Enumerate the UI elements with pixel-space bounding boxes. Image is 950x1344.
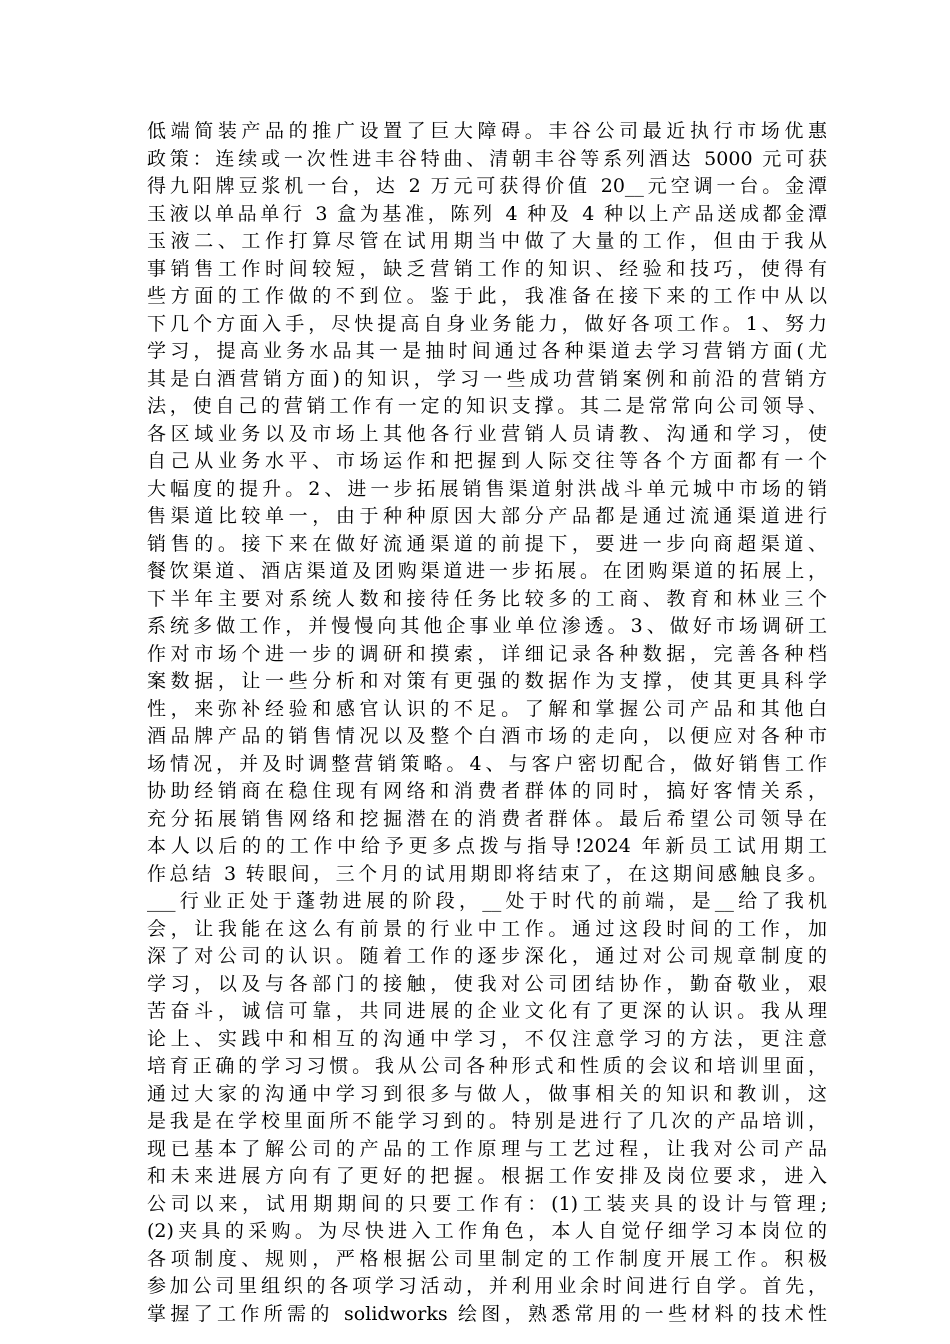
- text-line: 掌握了工作所需的 solidworks 绘图，熟悉常用的一些材料的技术性: [147, 1302, 827, 1325]
- text-line: 和未来进展方向有了更好的把握。根据工作安排及岗位要求，进入: [147, 1165, 827, 1187]
- text-line: 法，使自己的营销工作有一定的知识支撑。其二是常常向公司领导、: [147, 395, 827, 417]
- text-line: 售渠道比较单一，由于种种原因大部分产品都是通过流通渠道进行: [147, 505, 827, 527]
- text-line: 公司以来，试用期期间的只要工作有：(1)工装夹具的设计与管理;: [147, 1192, 827, 1215]
- text-line: 会，让我能在这么有前景的行业中工作。通过这段时间的工作，加: [147, 917, 827, 940]
- text-line: (2)夹具的采购。为尽快进入工作角色，本人自觉仔细学习本岗位的: [147, 1220, 827, 1242]
- text-line: 作总结 3 转眼间，三个月的试用期即将结束了，在这期间感触良多。: [147, 862, 827, 885]
- text-line: 其是白酒营销方面)的知识，学习一些成功营销案例和前沿的营销方: [147, 367, 827, 390]
- text-line: 低端简装产品的推广设置了巨大障碍。丰谷公司最近执行市场优惠: [147, 120, 827, 142]
- text-line: 些方面的工作做的不到位。鉴于此，我准备在接下来的工作中从以: [147, 285, 827, 307]
- text-line: 事销售工作时间较短，缺乏营销工作的知识、经验和技巧，使得有: [147, 257, 827, 280]
- body-text: [147, 118, 827, 1328]
- text-line: 玉液以单品单行 3 盒为基准，陈列 4 种及 4 种以上产品送成都金潭: [147, 202, 827, 225]
- text-line: 各项制度、规则，严格根据公司里制定的工作制度开展工作。积极: [147, 1247, 827, 1270]
- text-line: 苦奋斗，诚信可靠，共同进展的企业文化有了更深的认识。我从理: [147, 1000, 827, 1022]
- text-line: 政策：连续或一次性进丰谷特曲、清朝丰谷等系列酒达 5000 元可获: [147, 147, 827, 170]
- text-line: 餐饮渠道、酒店渠道及团购渠道进一步拓展。在团购渠道的拓展上，: [147, 560, 827, 582]
- text-line: 酒品牌产品的销售情况以及整个白酒市场的走向，以便应对各种市: [147, 725, 827, 747]
- text-line: 充分拓展销售网络和挖掘潜在的消费者群体。最后希望公司领导在: [147, 807, 827, 830]
- text-line: 场情况，并及时调整营销策略。4、与客户密切配合，做好销售工作: [147, 752, 827, 775]
- text-line: 深了对公司的认识。随着工作的逐步深化，通过对公司规章制度的: [147, 945, 827, 967]
- text-line: 本人以后的的工作中给予更多点拨与指导!2024 年新员工试用期工: [147, 835, 827, 857]
- text-line: 得九阳牌豆浆机一台，达 2 万元可获得价值 20__元空调一台。金潭: [147, 175, 827, 197]
- text-line: 自己从业务水平、市场运作和把握到人际交往等各个方面都有一个: [147, 450, 827, 472]
- text-line: 协助经销商在稳住现有网络和消费者群体的同时，搞好客情关系，: [147, 780, 827, 802]
- text-line: 性，来弥补经验和感官认识的不足。了解和掌握公司产品和其他白: [147, 697, 827, 720]
- text-line: 销售的。接下来在做好流通渠道的前提下，要进一步向商超渠道、: [147, 532, 827, 555]
- text-line: 玉液二、工作打算尽管在试用期当中做了大量的工作，但由于我从: [147, 230, 827, 252]
- text-line: 各区域业务以及市场上其他各行业营销人员请教、沟通和学习，使: [147, 422, 827, 445]
- text-line: 学习，提高业务水品其一是抽时间通过各种渠道去学习营销方面(尤: [147, 340, 827, 362]
- text-line: 下半年主要对系统人数和接待任务比较多的工商、教育和林业三个: [147, 587, 827, 610]
- text-line: 培育正确的学习习惯。我从公司各种形式和性质的会议和培训里面，: [147, 1055, 827, 1077]
- text-line: 案数据，让一些分析和对策有更强的数据作为支撑，使其更具科学: [147, 670, 827, 692]
- text-line: 通过大家的沟通中学习到很多与做人，做事相关的知识和教训，这: [147, 1082, 827, 1105]
- text-line: 大幅度的提升。2、进一步拓展销售渠道射洪战斗单元城中市场的销: [147, 477, 827, 500]
- text-line: 论上、实践中和相互的沟通中学习，不仅注意学习的方法，更注意: [147, 1027, 827, 1050]
- text-line: 参加公司里组织的各项学习活动，并利用业余时间进行自学。首先，: [147, 1275, 827, 1297]
- text-line: 系统多做工作，并慢慢向其他企事业单位渗透。3、做好市场调研工: [147, 615, 827, 637]
- text-line: 下几个方面入手，尽快提高自身业务能力，做好各项工作。1、努力: [147, 312, 827, 335]
- text-line: 学习，以及与各部门的接触，使我对公司团结协作，勤奋敬业，艰: [147, 972, 827, 995]
- text-line: 现已基本了解公司的产品的工作原理与工艺过程，让我对公司产品: [147, 1137, 827, 1160]
- text-line: 作对市场个进一步的调研和摸索，详细记录各种数据，完善各种档: [147, 642, 827, 665]
- text-line: ___行业正处于蓬勃进展的阶段，__处于时代的前端，是__给了我机: [147, 890, 827, 912]
- text-line: 是我是在学校里面所不能学习到的。特别是进行了几次的产品培训，: [147, 1110, 827, 1132]
